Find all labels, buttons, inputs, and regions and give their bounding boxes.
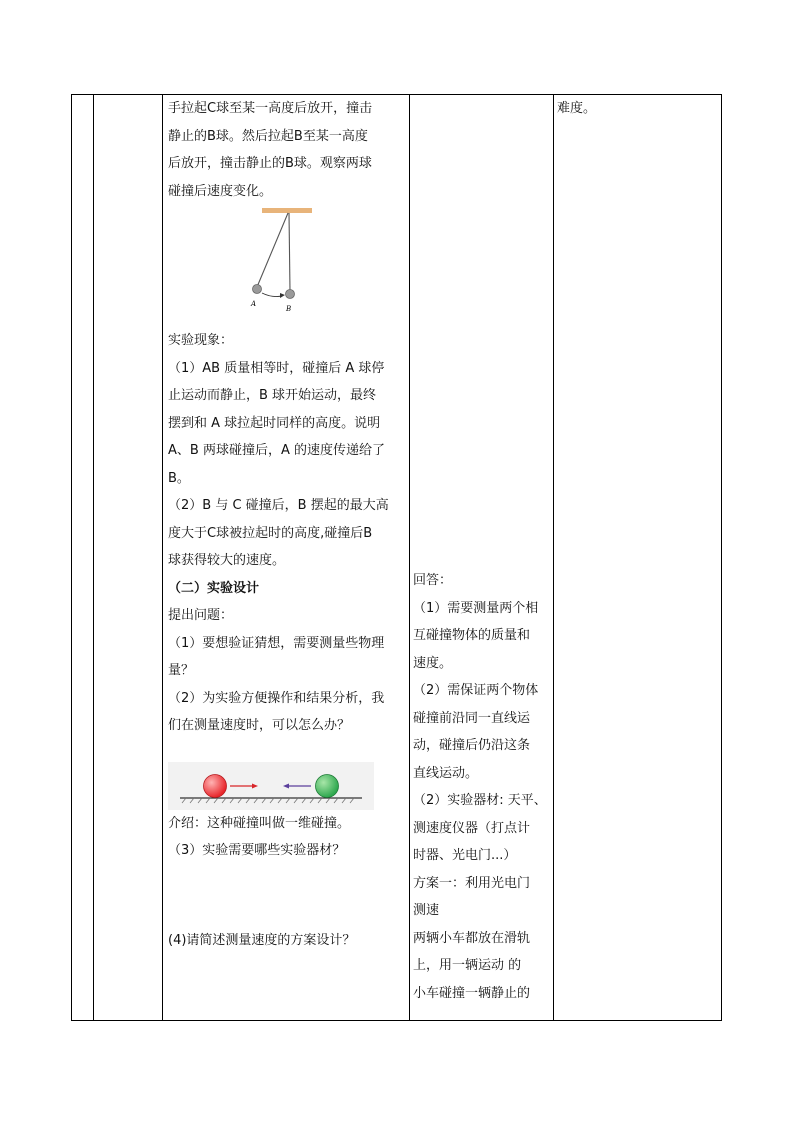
- lesson-table: [71, 94, 722, 1021]
- question-line: （1）要想验证猜想，需要测量些物理: [168, 635, 385, 651]
- answer-line: 测速: [413, 903, 440, 918]
- label-b: B: [286, 305, 292, 313]
- teaching-content-column: [168, 95, 408, 954]
- phenomenon-title: 实验现象：: [168, 333, 234, 348]
- answer-line: 速度。: [413, 655, 453, 671]
- phenomenon-line: （2）B 与 C 碰撞后，B 摆起的最大高: [168, 498, 389, 513]
- intro-definition: 介绍：这种碰撞叫做一维碰撞。: [168, 815, 351, 831]
- answer-line: （2）需保证两个物体: [413, 683, 539, 698]
- string-a: [257, 213, 288, 287]
- intro-line: 后放开，撞击静止的B球。观察两球: [168, 156, 372, 171]
- column-divider: [409, 95, 410, 1020]
- answer-line: 上，用一辆运动 的: [413, 958, 522, 973]
- answer-line: （1）需要测量两个相: [413, 600, 539, 616]
- arrow-head: [280, 293, 285, 298]
- column-divider: [553, 95, 554, 1020]
- red-ball: [204, 774, 227, 797]
- phenomenon-line: 度大于C球被拉起时的高度,碰撞后B: [168, 525, 373, 541]
- ask-title: 提出问题：: [168, 608, 234, 623]
- answer-line: 测速度仪器（打点计: [413, 820, 531, 836]
- label-a: A: [251, 300, 257, 308]
- answer-line: 直线运动。: [413, 765, 479, 781]
- green-ball: [316, 774, 339, 797]
- answer-line: （2）实验器材: 天平、: [413, 793, 547, 808]
- student-response-column: [413, 567, 549, 1007]
- phenomenon-line: A、B 两球碰撞后，A 的速度传递给了: [168, 443, 385, 458]
- answer-line: 碰撞前沿同一直线运: [413, 710, 531, 726]
- question-line: 们在测量速度时，可以怎么办？: [168, 718, 351, 733]
- motion-arrow: [262, 293, 282, 297]
- answer-line: 动，碰撞后仍沿这条: [413, 738, 531, 753]
- intro-line: 手拉起C球至某一高度后放开，撞击: [168, 101, 373, 116]
- phenomenon-line: 球获得较大的速度。: [168, 553, 286, 568]
- phenomenon-line: 摆到和 A 球拉起时同样的高度。说明: [168, 415, 381, 431]
- answer-title: 回答：: [413, 573, 453, 588]
- collision-figure-bg: [168, 762, 374, 810]
- answer-line: 互碰撞物体的质量和: [413, 628, 531, 643]
- phenomenon-line: （1）AB 质量相等时，碰撞后 A 球停: [168, 360, 385, 376]
- question-line: 量？: [168, 663, 195, 678]
- answer-line: 两辆小车都放在滑轨: [413, 930, 531, 946]
- design-intent-column: [557, 95, 717, 123]
- answer-line: 时器、光电门...）: [413, 848, 517, 863]
- phenomenon-line: B。: [168, 470, 190, 486]
- intro-line: 静止的B球。然后拉起B至某一高度: [168, 128, 368, 144]
- ball-b: [286, 290, 295, 299]
- question-line: (4)请简述测量速度的方案设计？: [168, 932, 356, 948]
- answer-line: 方案一：利用光电门: [413, 875, 531, 891]
- phenomenon-line: 止运动而静止，B 球开始运动，最终: [168, 388, 377, 403]
- column-divider: [93, 95, 94, 1020]
- column-divider: [162, 95, 163, 1020]
- answer-line: 小车碰撞一辆静止的: [413, 985, 531, 1001]
- design-title: （二）实验设计: [168, 580, 260, 596]
- note-text: 难度。: [557, 101, 597, 116]
- pendulum-figure: [168, 205, 408, 327]
- string-b: [289, 213, 290, 291]
- collision-figure: [168, 762, 374, 810]
- pendulum-support-bar: [262, 208, 312, 213]
- ball-a: [253, 285, 262, 294]
- question-line: （2）为实验方便操作和结果分析，我: [168, 690, 385, 706]
- intro-line: 碰撞后速度变化。: [168, 183, 273, 199]
- question-line: （3）实验需要哪些实验器材？: [168, 843, 346, 858]
